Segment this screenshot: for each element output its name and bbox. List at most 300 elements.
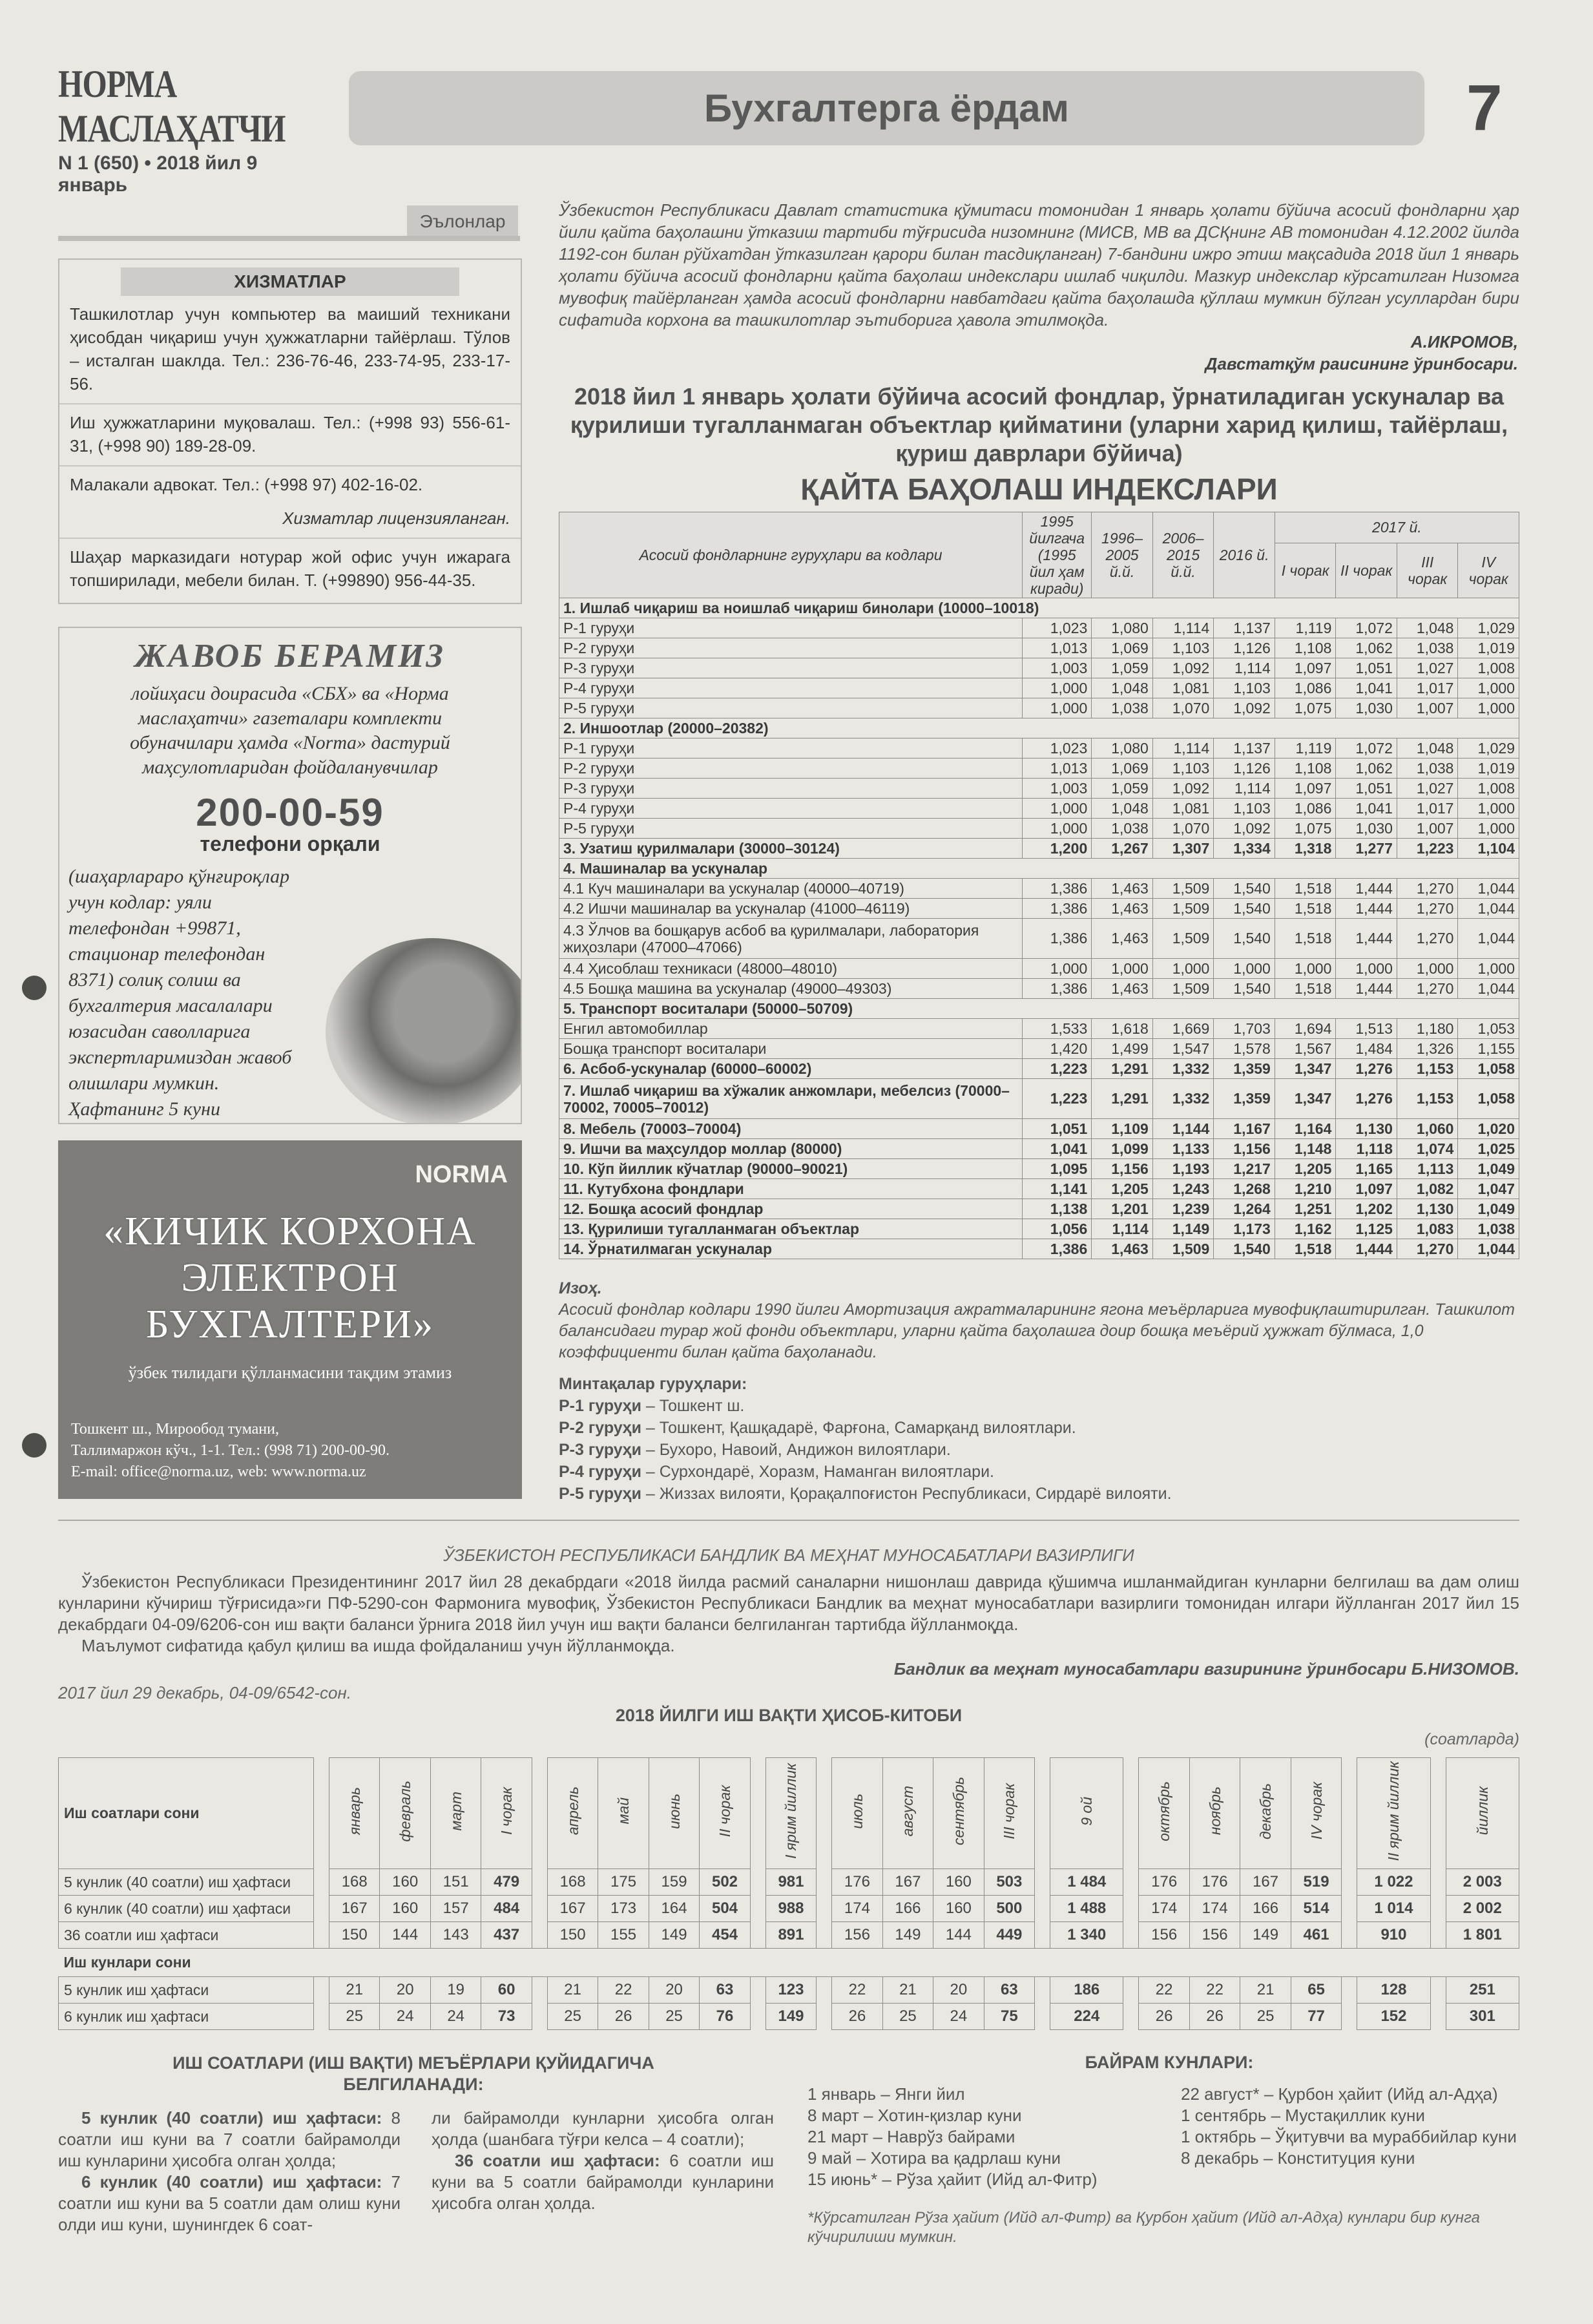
index-value: 1,386 <box>1023 1239 1092 1259</box>
index-value: 1,270 <box>1397 899 1458 919</box>
column-gap <box>1430 1896 1446 1922</box>
table-row <box>559 779 1519 799</box>
holiday-item: 1 сентябрь – Мустақиллик куни <box>1181 2106 1425 2125</box>
table2-unit: (соатларда) <box>1424 1730 1519 1748</box>
javob-ad <box>58 627 522 1124</box>
column-gap <box>817 1896 832 1922</box>
table-row <box>559 1079 1519 1119</box>
col-header: IV чорак <box>1458 543 1519 598</box>
column-gap <box>314 2004 329 2030</box>
index-value: 1,044 <box>1458 1239 1519 1259</box>
index-value: 1,007 <box>1397 819 1458 839</box>
row-label: 2. Иншоотлар (20000–20382) <box>559 718 1519 738</box>
column-gap <box>1430 2004 1446 2030</box>
index-value: 1,023 <box>1023 618 1092 638</box>
hours-header: Иш соатлари сони <box>59 1758 314 1869</box>
hours-value: 156 <box>832 1922 882 1949</box>
column-gap <box>532 1896 547 1922</box>
hours-value: 21 <box>329 1977 380 2004</box>
javob-title: ЖАВОБ БЕРАМИЗ <box>135 638 445 675</box>
index-value: 1,058 <box>1458 1079 1519 1119</box>
index-value: 1,097 <box>1275 658 1336 678</box>
index-value: 1,463 <box>1092 899 1153 919</box>
index-value: 1,251 <box>1275 1199 1336 1219</box>
index-value: 1,533 <box>1023 1019 1092 1039</box>
regions-title: Минтақалар гуруҳлари: <box>559 1375 747 1393</box>
index-value: 1,223 <box>1023 1079 1092 1119</box>
index-value: 1,029 <box>1458 738 1519 759</box>
index-value: 1,051 <box>1023 1119 1092 1139</box>
hours-value: 454 <box>700 1922 750 1949</box>
index-value: 1,114 <box>1092 1219 1153 1239</box>
hours-value: 504 <box>700 1896 750 1922</box>
index-value: 1,669 <box>1152 1019 1214 1039</box>
index-value: 1,277 <box>1336 839 1397 859</box>
row-label: 13. Қурилиши тугалланмаган объектлар <box>559 1219 1023 1239</box>
column-gap <box>314 1977 329 2004</box>
hours-value: 25 <box>649 2004 699 2030</box>
month-label: апрель <box>564 1786 581 1836</box>
row-label: Р-1 гуруҳи <box>559 618 1023 638</box>
hours-value: 175 <box>598 1869 649 1896</box>
index-value: 1,003 <box>1023 779 1092 799</box>
month-header <box>598 1758 649 1869</box>
index-value: 1,200 <box>1023 839 1092 859</box>
month-label: сентябрь <box>950 1777 967 1845</box>
norma-ad-title: «КИЧИК КОРХОНА ЭЛЕКТРОН БУХГАЛТЕРИ» <box>103 1209 477 1346</box>
index-value: 1,540 <box>1214 979 1275 999</box>
holiday-item: 21 март – Наврўз байрами <box>807 2127 1015 2146</box>
hours-value: 168 <box>547 1869 598 1896</box>
column-gap <box>1430 1869 1446 1896</box>
index-value: 1,205 <box>1092 1179 1153 1199</box>
column-gap <box>532 1922 547 1949</box>
index-value: 1,000 <box>1458 678 1519 698</box>
region-key: Р-1 гуруҳи <box>559 1397 641 1415</box>
col-header: 1996–2005 й.й. <box>1092 512 1153 598</box>
row-label: 4. Машиналар ва ускуналар <box>559 859 1519 879</box>
column-gap <box>817 1922 832 1949</box>
hours-value: 22 <box>1189 1977 1240 2004</box>
hours-value: 21 <box>882 1977 933 2004</box>
col-header: 2016 й. <box>1214 512 1275 598</box>
index-value: 1,386 <box>1023 979 1092 999</box>
hours-value: 21 <box>547 1977 598 2004</box>
javob-phone: 200-00-59 <box>196 791 384 834</box>
col-header: 2017 й. <box>1275 512 1519 543</box>
hours-value: 988 <box>765 1896 816 1922</box>
index-value: 1,003 <box>1023 658 1092 678</box>
table-row <box>559 879 1519 899</box>
index-value: 1,114 <box>1152 618 1214 638</box>
column-gap <box>314 1922 329 1949</box>
hours-value: 150 <box>547 1922 598 1949</box>
index-value: 1,276 <box>1336 1059 1397 1079</box>
index-value: 1,540 <box>1214 899 1275 919</box>
table-row <box>559 919 1519 959</box>
index-value: 1,051 <box>1336 779 1397 799</box>
index-value: 1,044 <box>1458 919 1519 959</box>
hours-value: 174 <box>832 1896 882 1922</box>
table1-notes <box>559 1278 1519 1363</box>
index-value: 1,059 <box>1092 779 1153 799</box>
hours-value: 1 022 <box>1357 1869 1430 1896</box>
row-label: 6. Асбоб-ускуналар (60000–60002) <box>559 1059 1023 1079</box>
ministry-paragraph: Маълумот сифатида қабул қилиш ва ишда фойдаланиш учун йўлланмоқда. <box>81 1636 675 1655</box>
index-value: 1,103 <box>1214 678 1275 698</box>
index-value: 1,108 <box>1275 638 1336 658</box>
column-gap <box>1430 1922 1446 1949</box>
table-row <box>559 718 1519 738</box>
row-label: 4.5 Бошқа машина ва ускуналар (49000–49303) <box>559 979 1023 999</box>
month-header <box>380 1758 430 1869</box>
hours-value: 176 <box>1189 1869 1240 1896</box>
column-gap <box>1123 2004 1139 2030</box>
index-value: 1,268 <box>1214 1179 1275 1199</box>
index-value: 1,144 <box>1152 1119 1214 1139</box>
month-label: май <box>615 1797 632 1825</box>
index-value: 1,264 <box>1214 1199 1275 1219</box>
address-line: Тошкент ш., Мирообод тумани, <box>71 1421 279 1438</box>
holiday-item: 8 март – Хотин-қизлар куни <box>807 2106 1022 2125</box>
norms-term: 36 соатли иш ҳафтаси: <box>455 2151 660 2170</box>
hours-value: 149 <box>765 2004 816 2030</box>
index-value: 1,062 <box>1336 759 1397 779</box>
index-value: 1,119 <box>1275 738 1336 759</box>
index-value: 1,205 <box>1275 1159 1336 1179</box>
hours-value: 25 <box>882 2004 933 2030</box>
hours-value: 25 <box>329 2004 380 2030</box>
holiday-item: 22 август* – Қурбон ҳайит (Ийд ал-Адҳа) <box>1181 2084 1498 2104</box>
table-row <box>59 1977 1519 2004</box>
month-label: II чорак <box>716 1785 734 1837</box>
row-label: Р-2 гуруҳи <box>559 638 1023 658</box>
column-gap <box>1035 1758 1050 1869</box>
index-value: 1,108 <box>1275 759 1336 779</box>
month-header <box>547 1758 598 1869</box>
hours-value: 174 <box>1189 1896 1240 1922</box>
index-value: 1,202 <box>1336 1199 1397 1219</box>
hours-value: 76 <box>700 2004 750 2030</box>
col-header: 2006–2015 й.й. <box>1152 512 1214 598</box>
region-item <box>559 1461 1519 1483</box>
index-value: 1,137 <box>1214 618 1275 638</box>
index-value: 1,000 <box>1458 959 1519 979</box>
table-row <box>559 819 1519 839</box>
index-value: 1,484 <box>1336 1039 1397 1059</box>
row-label: Р-5 гуруҳи <box>559 819 1023 839</box>
column-gap <box>750 1922 765 1949</box>
index-value: 1,053 <box>1458 1019 1519 1039</box>
regions-list <box>559 1373 1519 1505</box>
index-value: 1,141 <box>1023 1179 1092 1199</box>
hours-value: 24 <box>380 2004 430 2030</box>
column-gap <box>1342 1758 1357 1869</box>
column-gap <box>1342 1896 1357 1922</box>
column-gap <box>314 1869 329 1896</box>
hours-value: 151 <box>430 1869 481 1896</box>
index-value: 1,223 <box>1023 1059 1092 1079</box>
index-value: 1,347 <box>1275 1059 1336 1079</box>
index-value: 1,318 <box>1275 839 1336 859</box>
index-value: 1,291 <box>1092 1079 1153 1119</box>
index-value: 1,125 <box>1336 1219 1397 1239</box>
hours-value: 502 <box>700 1869 750 1896</box>
table-row <box>559 618 1519 638</box>
index-value: 1,080 <box>1092 618 1153 638</box>
index-value: 1,041 <box>1023 1139 1092 1159</box>
month-header <box>700 1758 750 1869</box>
index-value: 1,103 <box>1214 799 1275 819</box>
region-value: – Бухоро, Навоий, Андижон вилоятлари. <box>641 1441 951 1459</box>
index-value: 1,118 <box>1336 1139 1397 1159</box>
index-value: 1,518 <box>1275 1239 1336 1259</box>
table-row <box>59 1896 1519 1922</box>
month-label: март <box>447 1791 464 1831</box>
norms-text: 7 соатли иш куни ва 5 соатли дам олиш куни олди иш куни, шунингдек 6 соат- <box>58 2172 401 2234</box>
table-row <box>559 1139 1519 1159</box>
section-banner: Бухгалтерга ёрдам <box>349 71 1424 145</box>
row-label: Р-4 гуруҳи <box>559 799 1023 819</box>
index-value: 1,030 <box>1336 819 1397 839</box>
index-value: 1,509 <box>1152 1239 1214 1259</box>
index-value: 1,509 <box>1152 979 1214 999</box>
row-label: Бошқа транспорт воситалари <box>559 1039 1023 1059</box>
index-value: 1,082 <box>1397 1179 1458 1199</box>
index-value: 1,137 <box>1214 738 1275 759</box>
hours-value: 514 <box>1291 1896 1341 1922</box>
index-value: 1,038 <box>1092 698 1153 718</box>
index-value: 1,703 <box>1214 1019 1275 1039</box>
table-row <box>559 959 1519 979</box>
index-value: 1,080 <box>1092 738 1153 759</box>
month-header <box>481 1758 532 1869</box>
holiday-item: 9 май – Хотира ва қадрлаш куни <box>807 2148 1061 2168</box>
index-value: 1,000 <box>1397 959 1458 979</box>
column-gap <box>750 1896 765 1922</box>
hours-value: 1 801 <box>1446 1922 1519 1949</box>
index-value: 1,019 <box>1458 759 1519 779</box>
hours-value: 20 <box>933 1977 984 2004</box>
index-value: 1,509 <box>1152 899 1214 919</box>
index-value: 1,149 <box>1152 1219 1214 1239</box>
hours-value: 166 <box>882 1896 933 1922</box>
row-label: 12. Бошқа асосий фондлар <box>559 1199 1023 1219</box>
row-label: 4.3 Ўлчов ва бошқарув асбоб ва қурилмалари, лаборатория жиҳозлари (47000–47066) <box>559 919 1023 959</box>
hours-value: 2 003 <box>1446 1869 1519 1896</box>
table-row <box>559 759 1519 779</box>
index-value: 1,103 <box>1152 638 1214 658</box>
index-value: 1,618 <box>1092 1019 1153 1039</box>
column-gap <box>1035 1922 1050 1949</box>
row-label: 6 кунлик (40 соатли) иш ҳафтаси <box>59 1896 314 1922</box>
column-gap <box>1035 1896 1050 1922</box>
index-value: 1,069 <box>1092 759 1153 779</box>
hours-value: 149 <box>649 1922 699 1949</box>
hours-value: 156 <box>1139 1922 1189 1949</box>
index-value: 1,347 <box>1275 1079 1336 1119</box>
hours-value: 981 <box>765 1869 816 1896</box>
hours-value: 25 <box>1240 2004 1291 2030</box>
index-value: 1,013 <box>1023 759 1092 779</box>
table-row <box>559 638 1519 658</box>
column-gap <box>1430 1977 1446 2004</box>
col-header: Асосий фондларнинг гуруҳлари ва кодлари <box>559 512 1023 598</box>
col-header: II чорак <box>1336 543 1397 598</box>
month-label: IV чорак <box>1307 1782 1325 1840</box>
index-value: 1,000 <box>1023 698 1092 718</box>
index-value: 1,420 <box>1023 1039 1092 1059</box>
norma-ad-address <box>58 1419 522 1483</box>
table-row <box>559 1159 1519 1179</box>
table-row <box>559 678 1519 698</box>
hours-value: 910 <box>1357 1922 1430 1949</box>
hours-value: 21 <box>1240 1977 1291 2004</box>
row-label: Р-5 гуруҳи <box>559 698 1023 718</box>
index-value: 1,086 <box>1275 678 1336 698</box>
column-gap <box>817 1977 832 2004</box>
index-value: 1,126 <box>1214 638 1275 658</box>
index-value: 1,386 <box>1023 899 1092 919</box>
holidays-column <box>1181 2084 1523 2169</box>
column-gap <box>1123 1922 1139 1949</box>
index-value: 1,509 <box>1152 879 1214 899</box>
hours-value: 19 <box>430 1977 481 2004</box>
index-value: 1,193 <box>1152 1159 1214 1179</box>
notes-text: Асосий фондлар кодлари 1990 йилги Амортизация ажратмаларининг ягона меъёрларига мувофиқлаштирилган. Ташкилот балансидаги турар жой фонди объектлари, уларни қайта баҳолашга доир бошқа меъёрий ҳужжат бўлмаса, 1,0 коэффициенти билан қайта баҳоланади. <box>559 1301 1515 1361</box>
month-header <box>1291 1758 1341 1869</box>
table-row <box>559 799 1519 819</box>
index-value: 1,092 <box>1214 819 1275 839</box>
index-value: 1,291 <box>1092 1059 1153 1079</box>
index-value: 1,267 <box>1092 839 1153 859</box>
month-label: I ярим йиллик <box>782 1763 800 1859</box>
hours-value: 144 <box>380 1922 430 1949</box>
index-value: 1,130 <box>1336 1119 1397 1139</box>
norms-column <box>58 2108 401 2235</box>
index-value: 1,359 <box>1214 1059 1275 1079</box>
index-value: 1,049 <box>1458 1159 1519 1179</box>
index-value: 1,164 <box>1275 1119 1336 1139</box>
hours-value: 26 <box>598 2004 649 2030</box>
index-value: 1,070 <box>1152 819 1214 839</box>
month-header <box>430 1758 481 1869</box>
javob-body-text: (шаҳарлараро қўнғироқлар учун кодлар: уяли телефондан +99871, стационар телефондан 8371) солиқ солиш ва бухгалтерия масалалари юзасидан саволларига экспертларимиздан жавоб олишлари мумкин. Ҳафтанинг 5 куни <box>68 866 292 1120</box>
index-value: 1,513 <box>1336 1019 1397 1039</box>
binder-hole <box>22 1433 47 1458</box>
row-label: 5 кунлик (40 соатли) иш ҳафтаси <box>59 1869 314 1896</box>
index-value: 1,086 <box>1275 799 1336 819</box>
index-value: 1,000 <box>1152 959 1214 979</box>
index-value: 1,463 <box>1092 1239 1153 1259</box>
column-gap <box>532 2004 547 2030</box>
norms-text: 6 соатли иш куни ва 5 соатли байрамолди кунларини ҳисобга олган ҳолда. <box>432 2151 774 2213</box>
column-gap <box>817 1869 832 1896</box>
index-value: 1,083 <box>1397 1219 1458 1239</box>
index-value: 1,017 <box>1397 799 1458 819</box>
index-value: 1,444 <box>1336 919 1397 959</box>
index-value: 1,092 <box>1214 698 1275 718</box>
address-line: E-mail: office@norma.uz, web: www.norma.uz <box>71 1463 366 1480</box>
column-gap <box>314 1758 329 1869</box>
index-value: 1,020 <box>1458 1119 1519 1139</box>
index-value: 1,114 <box>1214 779 1275 799</box>
index-value: 1,038 <box>1092 819 1153 839</box>
column-gap <box>1035 1869 1050 1896</box>
index-value: 1,133 <box>1152 1139 1214 1159</box>
hours-value: 176 <box>832 1869 882 1896</box>
hours-value: 20 <box>380 1977 430 2004</box>
month-header <box>1050 1758 1123 1869</box>
row-label: 36 соатли иш ҳафтаси <box>59 1922 314 1949</box>
month-label: август <box>899 1785 917 1837</box>
newspaper-name: НОРМА МАСЛАҲАТЧИ <box>58 63 286 150</box>
index-value: 1,027 <box>1397 779 1458 799</box>
month-header <box>649 1758 699 1869</box>
table-subheader-row <box>59 1949 1519 1977</box>
table-header-row <box>59 1758 1519 1869</box>
norms-text: 8 соатли иш куни ва 7 соатли байрамолди иш кунларини ҳисобга олган ҳолда; <box>58 2108 401 2170</box>
index-value: 1,540 <box>1214 1239 1275 1259</box>
masthead <box>58 62 329 196</box>
hours-value: 26 <box>1189 2004 1240 2030</box>
column-gap <box>750 1869 765 1896</box>
region-item <box>559 1417 1519 1439</box>
ads-rule <box>58 236 520 241</box>
table-row <box>559 1119 1519 1139</box>
index-value: 1,049 <box>1458 1199 1519 1219</box>
index-value: 1,000 <box>1023 799 1092 819</box>
hours-value: 123 <box>765 1977 816 2004</box>
column-gap <box>750 1758 765 1869</box>
column-gap <box>817 1758 832 1869</box>
row-label: 7. Ишлаб чиқариш ва хўжалик анжомлари, мебелсиз (70000–70002, 70005–70012) <box>559 1079 1023 1119</box>
index-value: 1,000 <box>1458 819 1519 839</box>
index-value: 1,048 <box>1397 618 1458 638</box>
hours-value: 160 <box>933 1896 984 1922</box>
operator-photo <box>326 938 522 1124</box>
hours-value: 479 <box>481 1869 532 1896</box>
row-label: 1. Ишлаб чиқариш ва ноишлаб чиқариш бинолари (10000–10018) <box>559 598 1519 618</box>
row-label: 4.4 Ҳисоблаш техникаси (48000–48010) <box>559 959 1023 979</box>
hours-value: 149 <box>1240 1922 1291 1949</box>
row-label: 3. Узатиш қурилмалари (30000–30124) <box>559 839 1023 859</box>
month-label: II ярим йиллик <box>1385 1761 1402 1861</box>
column-gap <box>1123 1758 1139 1869</box>
ministry-paragraph: Ўзбекистон Республикаси Президентининг 2017 йил 28 декабрдаги «2018 йилда расмий саналарни нишонлаш даврида қўшимча ишланмайдиган кунларни белгилаш ва дам олиш кунларини кўчириш тўғрисида»ги ПФ-5290-сон Фармонига мувофиқ, Ўзбекистон Республикаси Бандлик ва меҳнат муносабатлари вазирлиги томонидан илгари йўлланган 2017 йил 15 декабрдаги 04-09/6206-сон иш вақти баланси ўрнига 2018 йил учун иш вақти баланси белгиланган тартибда йўлланмоқда. <box>58 1572 1519 1634</box>
index-value: 1,180 <box>1397 1019 1458 1039</box>
col-header: I чорак <box>1275 543 1336 598</box>
index-value: 1,008 <box>1458 779 1519 799</box>
index-value: 1,013 <box>1023 638 1092 658</box>
month-label: февраль <box>397 1780 414 1842</box>
hours-value: 150 <box>329 1922 380 1949</box>
hours-value: 26 <box>832 2004 882 2030</box>
row-label: 4.1 Куч машиналари ва ускуналар (40000–40719) <box>559 879 1023 899</box>
hours-value: 160 <box>933 1869 984 1896</box>
index-value: 1,059 <box>1092 658 1153 678</box>
month-label: йиллик <box>1473 1786 1491 1836</box>
index-value: 1,000 <box>1458 799 1519 819</box>
region-key: Р-2 гуруҳи <box>559 1419 641 1437</box>
month-label: I чорак <box>498 1787 515 1835</box>
index-value: 1,155 <box>1458 1039 1519 1059</box>
notes-title: Изоҳ. <box>559 1279 602 1297</box>
index-value: 1,000 <box>1023 678 1092 698</box>
table-row <box>559 1239 1519 1259</box>
month-header <box>765 1758 816 1869</box>
region-value: – Жиззах вилояти, Қорақалпоғистон Республикаси, Сирдарё вилояти. <box>641 1485 1172 1503</box>
